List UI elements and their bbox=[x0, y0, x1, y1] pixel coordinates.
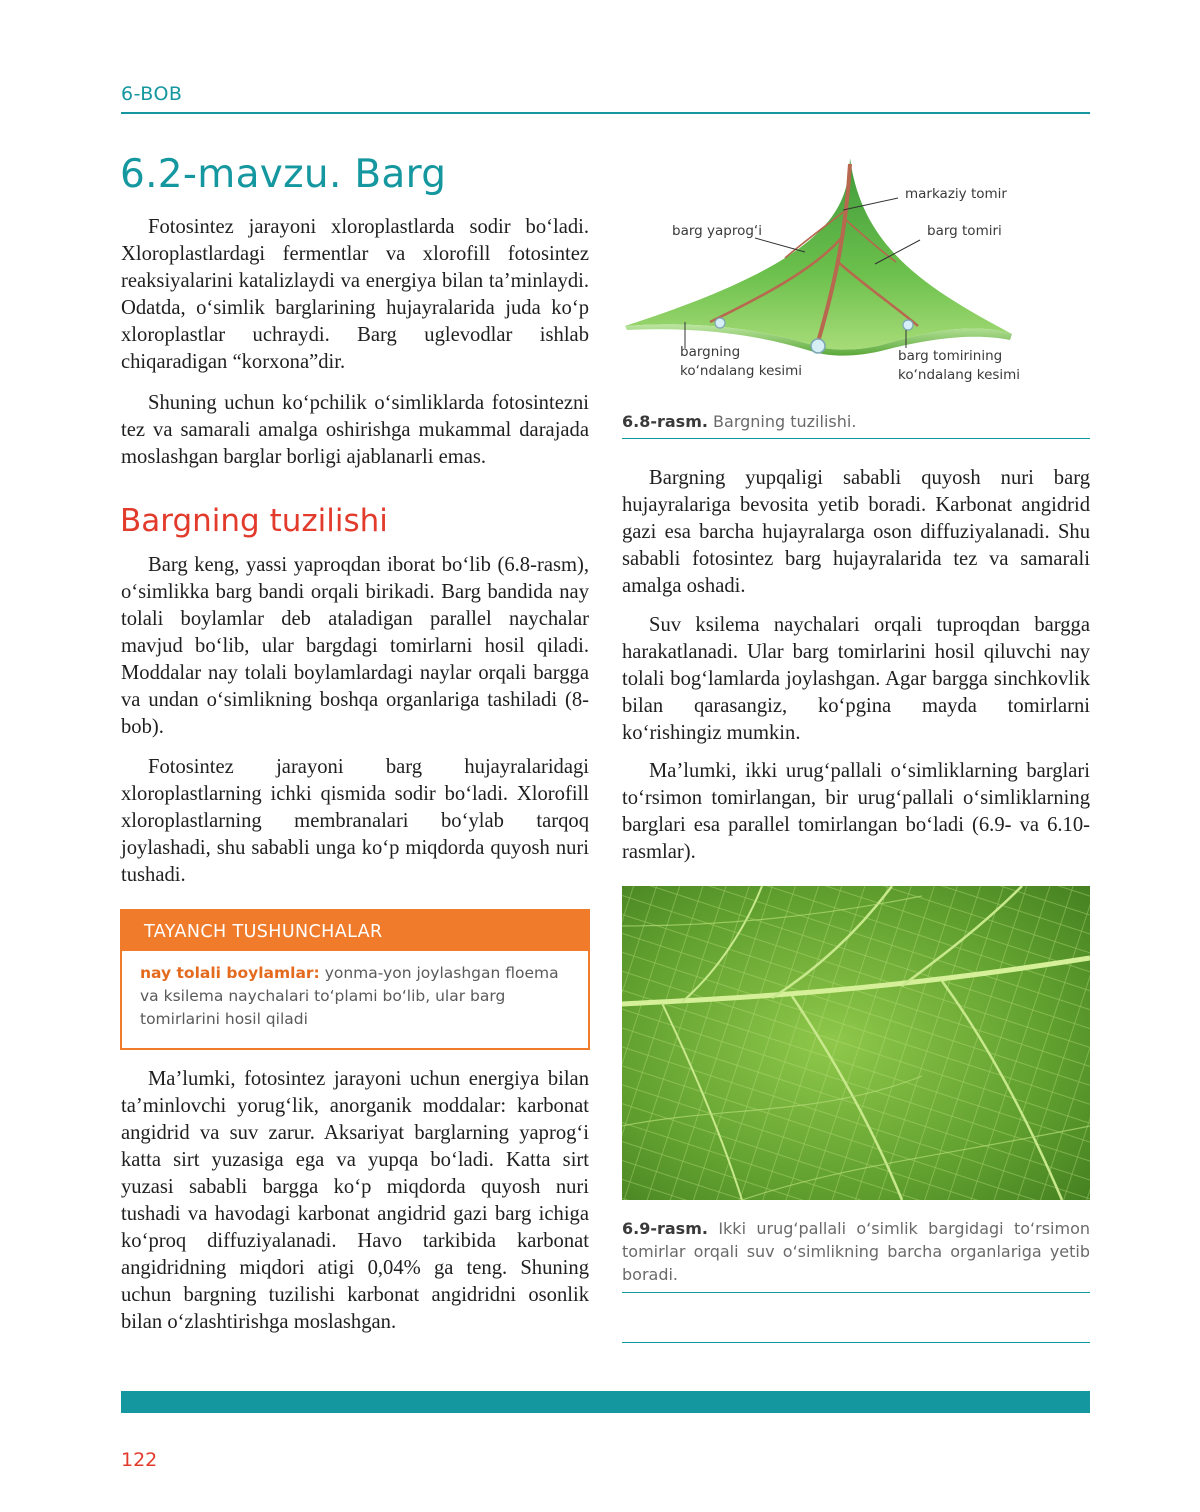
label-markaziy-tomir: markaziy tomir bbox=[905, 186, 1007, 202]
paragraph-xylem: Suv ksilema naychalari orqali tuproqdan bargga harakatlanadi. Ular barg tomirlarini hosil qiluvchi nay tolali bog‘lamlarda joylashgan. Agar bargga sinchkovlik bilan qarasangiz, ko‘pgina mayda tomirlarni ko‘rishingiz mumkin. bbox=[622, 614, 1090, 744]
label-leaf-section-line2: ko‘ndalang kesimi bbox=[680, 363, 803, 379]
concept-definition: yonma-yon joylashgan floema va ksilema naychalari to‘plami bo‘lib, ular barg tomirlarini hosil qiladi bbox=[140, 964, 559, 1028]
figure-6-8-caption bbox=[622, 410, 856, 433]
label-vein-section-line2: ko‘ndalang kesimi bbox=[898, 367, 1021, 383]
chapter-label: 6-BOB bbox=[121, 83, 183, 105]
figure-6-9-number: 6.9-rasm. bbox=[622, 1219, 708, 1238]
figure-6-9-caption bbox=[622, 1217, 1090, 1286]
footer-bar bbox=[121, 1391, 1090, 1413]
paragraph-intro: Fotosintez jarayoni xloroplastlarda sodir bo‘ladi. Xloroplastlardagi fermentlar va xlorofill fotosintez reaksiyalarini katalizlaydi va energiya bilan ta’minlaydi. Odatda, o‘simlik barglarining hujayralarida juda ko‘p xloroplastlar uchraydi. Barg uglevodlar ishlab chiqaradigan “korxona”dir. bbox=[121, 216, 589, 373]
leaf-structure-diagram bbox=[600, 150, 1080, 390]
page-title: 6.2-mavzu. Barg bbox=[120, 152, 447, 197]
paragraph-co2: Ma’lumki, fotosintez jarayoni uchun energiya bilan ta’minlovchi yorug‘lik, anorganik moddalar: karbonat angidrid va suv zarur. Aksariyat barglarning yaprog‘i katta sirt yuzasiga ega va yupqa bo‘ladi. Katta sirt yuzasi sababli bargga ko‘p miqdorda quyosh nuri tushadi va havodagi karbonat angidrid gazi barg ichiga ko‘proq diffuziyalanadi. Havo tarkibida karbonat angidridning miqdori atigi 0,04% ga teng. Shuning uchun bargning tuzilishi karbonat angidridni osonlik bilan o‘zlashtirishga moslashgan. bbox=[121, 1068, 589, 1333]
figure-6-9-text: Ikki urug‘pallali o‘simlik bargidagi to‘rsimon tomirlar orqali suv o‘simlikning barcha organlariga yetib boradi. bbox=[622, 1219, 1090, 1284]
label-leaf-section-line1: bargning bbox=[680, 344, 741, 360]
paragraph-structure: Barg keng, yassi yaproqdan iborat bo‘lib (6.8-rasm), o‘simlikka barg bandi orqali birikadi. Barg bandida nay tolali boylamlar deb ataladigan parallel naychalar mavjud bo‘lib, ular bargdagi tomirlarni hosil qiladi. Moddalar nay tolali boylamlardagi naylar orqali bargga va undan o‘simlikning boshqa organlariga tashiladi (8-bob). bbox=[121, 554, 589, 738]
label-barg-tomiri: barg tomiri bbox=[927, 223, 1002, 239]
figure-6-8-text: Bargning tuzilishi. bbox=[707, 412, 857, 431]
concept-box-heading: TAYANCH TUSHUNCHALAR bbox=[122, 911, 588, 951]
leaf-veins-photo bbox=[622, 886, 1090, 1200]
page-number: 122 bbox=[121, 1449, 158, 1471]
figure-6-8-rule bbox=[622, 438, 1090, 439]
label-vein-section-line1: barg tomirining bbox=[898, 348, 1003, 364]
concept-box-body bbox=[122, 951, 588, 1031]
paragraph-thin-leaf: Bargning yupqaligi sababli quyosh nuri barg hujayralariga bevosita yetib boradi. Karbonat angidrid gazi esa barcha hujayralarga oson diffuziyalanadi. Shu sababli fotosintez barg hujayralarida tez va samarali amalga oshadi. bbox=[622, 467, 1090, 597]
paragraph-chlorophyll: Fotosintez jarayoni barg hujayralaridagi xloroplastlarning ichki qismida sodir bo‘ladi. Xlorofill xloroplastlarning membranalari bo‘ylab tarqoq joylashadi, shu sababli unga ko‘p miqdorda quyosh nuri tushadi. bbox=[121, 756, 589, 886]
section-title: Bargning tuzilishi bbox=[120, 503, 388, 539]
header-rule bbox=[121, 112, 1090, 114]
label-barg-yaprogi: barg yaprog‘i bbox=[672, 223, 762, 239]
paragraph-venation: Ma’lumki, ikki urug‘pallali o‘simliklarning barglari to‘rsimon tomirlangan, bir urug‘pallali o‘simliklarning barglari esa parallel tomirlangan bo‘ladi (6.9- va 6.10-rasmlar). bbox=[622, 760, 1090, 863]
concept-box bbox=[120, 909, 590, 1050]
paragraph-intro-2: Shuning uchun ko‘pchilik o‘simliklarda fotosintezni tez va samarali amalga oshirishga mukammal darajada moslashgan barglar borligi ajablanarli emas. bbox=[121, 392, 589, 468]
figure-6-9-rule bbox=[622, 1292, 1090, 1293]
figure-6-8-number: 6.8-rasm. bbox=[622, 412, 708, 431]
bottom-rule bbox=[622, 1342, 1090, 1343]
concept-term: nay tolali boylamlar: bbox=[140, 964, 320, 982]
